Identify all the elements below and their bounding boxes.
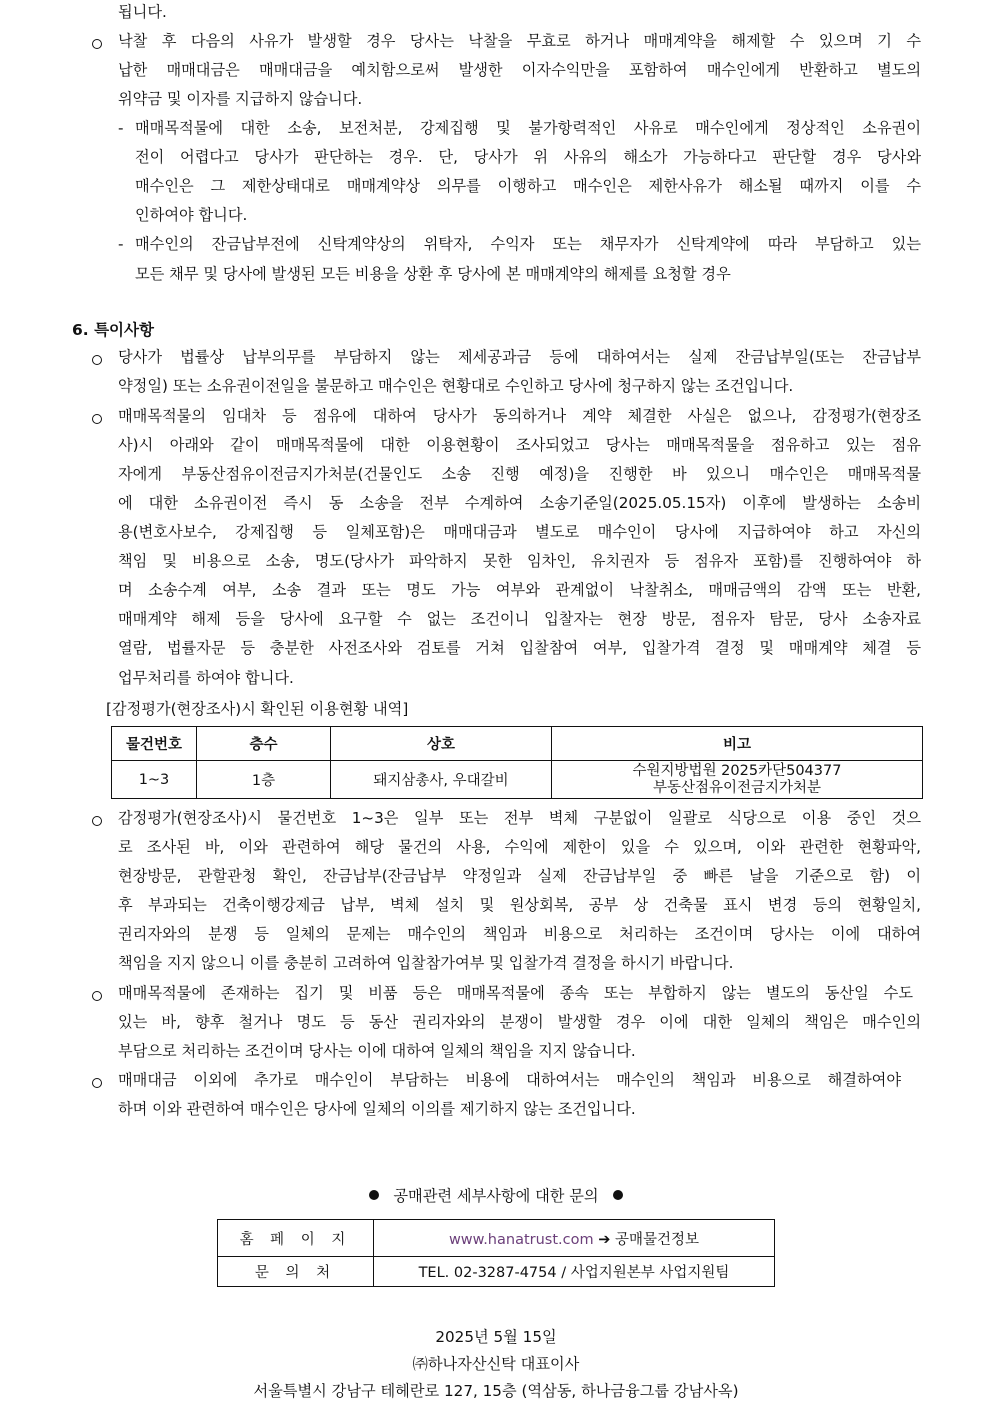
dash-marker: - — [118, 235, 124, 253]
continuation-text: 됩니다. — [118, 3, 167, 21]
table-header-cell: 물건번호 — [112, 727, 197, 761]
footer-address: 서울특별시 강남구 테헤란로 127, 15층 (역삼동, 하나금융그룹 강남사옥) — [253, 1382, 739, 1400]
table-cell — [552, 761, 923, 799]
contact-table — [217, 1219, 775, 1287]
sub-item-line: 인하여야 합니다. — [135, 206, 248, 224]
paragraph-line: 며 소송수계 여부, 소송 결과 또는 명도 가능 여부와 관계없이 낙찰취소, 매매금액의 감액 또는 반환, — [118, 581, 921, 599]
table-cell: 돼지삼총사, 우대갈비 — [331, 761, 552, 799]
note-line: 수원지방법원 2025카단504377 — [632, 762, 842, 779]
arrow-right-icon: ➔ — [598, 1231, 611, 1248]
sub-item-line: 매수인의 잔금납부전에 신탁계약상의 위탁자, 수익자 또는 채무자가 신탁계약에 따라 부담하고 있는 — [135, 235, 921, 253]
paragraph-line: 에 대한 소유권이전 즉시 동 소송을 전부 수계하여 소송기준일(2025.05.15자) 이후에 발생하는 소송비 — [118, 494, 921, 512]
paragraph-line: 업무처리를 하여야 합니다. — [118, 669, 294, 687]
paragraph-line: 부담으로 처리하는 조건이며 당사는 이에 대하여 일체의 책임을 지지 않습니다. — [118, 1042, 636, 1060]
footer-date: 2025년 5월 15일 — [435, 1328, 557, 1346]
sub-item-line: 모든 채무 및 당사에 발생된 모든 비용을 상환 후 당사에 본 매매계약의 해제를 요청할 경우 — [135, 265, 731, 283]
contact-row-inquiry — [218, 1257, 775, 1287]
table-row — [112, 761, 923, 799]
table-caption: [감정평가(현장조사)시 확인된 이용현황 내역] — [106, 700, 409, 718]
paragraph-line: 위약금 및 이자를 지급하지 않습니다. — [118, 90, 363, 108]
bullet-icon — [90, 35, 104, 49]
homepage-cell — [374, 1220, 775, 1257]
sub-item-line: 매매목적물에 대한 소송, 보전처분, 강제집행 및 불가항력적인 사유로 매수인에게 정상적인 소유권이 — [135, 119, 921, 137]
paragraph-line: 현장방문, 관할관청 확인, 잔금납부(잔금납부 약정일과 실제 잔금납부일 중 빠른 날을 기준으로 함) 이 — [118, 867, 921, 885]
table-header-cell: 상호 — [331, 727, 552, 761]
inquiry-value: TEL. 02-3287-4754 / 사업지원본부 사업지원팀 — [374, 1257, 775, 1287]
bullet-icon — [90, 812, 104, 826]
table-header-cell: 층수 — [197, 727, 331, 761]
paragraph-line: 매매목적물에 존재하는 집기 및 비품 등은 매매목적물에 종속 또는 부합하지 않는 별도의 동산일 수도 — [118, 984, 913, 1002]
homepage-link[interactable]: www.hanatrust.com — [448, 1231, 594, 1248]
paragraph-line: 자에게 부동산점유이전금지가처분(건물인도 소송 진행 예정)을 진행한 바 있으니 매수인은 매매목적물 — [118, 465, 921, 483]
paragraph-line: 권리자와의 분쟁 등 일체의 문제는 매수인의 책임과 비용으로 처리하는 조건이며 당사는 이에 대하여 — [118, 925, 921, 943]
paragraph-line: 낙찰 후 다음의 사유가 발생할 경우 당사는 낙찰을 무효로 하거나 매매계약을 해제할 수 있으며 기 수 — [118, 32, 921, 50]
table-header-cell: 비고 — [552, 727, 923, 761]
bullet-icon — [90, 987, 104, 1001]
paragraph-line: 후 부과되는 건축이행강제금 납부, 벽체 설치 및 원상회복, 공부 상 건축물 표시 변경 등의 현황일치, — [118, 896, 921, 914]
section-heading: 6. 특이사항 — [72, 321, 154, 339]
paragraph-line: 납한 매매대금은 매매대금을 예치함으로써 발생한 이자수익만을 포함하여 매수인에게 반환하고 별도의 — [118, 61, 921, 79]
paragraph-line: 열람, 법률자문 등 충분한 사전조사와 검토를 거쳐 입찰참여 여부, 입찰가격 결정 및 매매계약 체결 등 — [118, 639, 921, 657]
contact-title: 공매관련 세부사항에 대한 문의 — [393, 1187, 599, 1205]
homepage-label: 홈 페 이 지 — [218, 1220, 374, 1257]
bullet-icon — [90, 410, 104, 424]
paragraph-line: 용(변호사보수, 강제집행 등 일체포함)은 매매대금과 별도로 매수인이 당사에 지급하여야 하고 자신의 — [118, 523, 921, 541]
paragraph-line: 매매대금 이외에 추가로 매수인이 부담하는 비용에 대하여서는 매수인의 책임과 비용으로 해결하여야 — [118, 1071, 901, 1089]
contact-row-homepage — [218, 1220, 775, 1257]
usage-status-table — [111, 726, 923, 799]
bullet-icon — [90, 351, 104, 365]
paragraph-line: 하며 이와 관련하여 매수인은 당사에 일체의 이의를 제기하지 않는 조건입니다. — [118, 1100, 636, 1118]
sub-item-line: 매수인은 그 제한상태대로 매매계약상 의무를 이행하고 매수인은 제한사유가 해소될 때까지 이를 수 — [135, 177, 921, 195]
paragraph-line: 매매목적물의 임대차 등 점유에 대하여 당사가 동의하거나 계약 체결한 사실은 없으나, 감정평가(현장조 — [118, 407, 921, 425]
note-line: 부동산점유이전금지가처분 — [652, 779, 822, 796]
bullet-icon — [90, 1074, 104, 1088]
paragraph-line: 로 조사된 바, 이와 관련하여 해당 물건의 사용, 수익에 제한이 있을 수 있으며, 이와 관련한 현황파악, — [118, 838, 921, 856]
dash-marker: - — [118, 119, 124, 137]
table-header-row — [112, 727, 923, 761]
bullet-dot-icon — [613, 1190, 623, 1200]
bullet-dot-icon — [369, 1190, 379, 1200]
paragraph-line: 약정일) 또는 소유권이전일을 불문하고 매수인은 현황대로 수인하고 당사에 청구하지 않는 조건입니다. — [118, 377, 794, 395]
paragraph-line: 사)시 아래와 같이 매매목적물에 대한 이용현황이 조사되었고 당사는 매매목적물을 점유하고 있는 점유 — [118, 436, 921, 454]
paragraph-line: 당사가 법률상 납부의무를 부담하지 않는 제세공과금 등에 대하여서는 실제 잔금납부일(또는 잔금납부 — [118, 348, 921, 366]
paragraph-line: 매매계약 해제 등을 당사에 요구할 수 없는 조건이니 입찰자는 현장 방문, 점유자 탐문, 당사 소송자료 — [118, 610, 921, 628]
contact-title-row — [0, 1185, 992, 1207]
paragraph-line: 감정평가(현장조사)시 물건번호 1~3은 일부 또는 전부 벽체 구분없이 일괄로 식당으로 이용 중인 것으 — [118, 809, 921, 827]
paragraph-line: 책임 및 비용으로 소송, 명도(당사가 파악하지 못한 임차인, 유치권자 등 점유자 포함)를 진행하여야 하 — [118, 552, 921, 570]
paragraph-line: 책임을 지지 않으니 이를 충분히 고려하여 입찰참가여부 및 입찰가격 결정을 하시기 바랍니다. — [118, 954, 734, 972]
table-cell: 1~3 — [112, 761, 197, 799]
inquiry-label: 문 의 처 — [218, 1257, 374, 1287]
footer-company: ㈜하나자산신탁 대표이사 — [412, 1355, 580, 1373]
paragraph-line: 있는 바, 향후 철거나 명도 등 동산 권리자와의 분쟁이 발생할 경우 이에 대한 일체의 책임은 매수인의 — [118, 1013, 921, 1031]
homepage-destination: 공매물건정보 — [615, 1231, 700, 1248]
sub-item-line: 전이 어렵다고 당사가 판단하는 경우. 단, 당사가 위 사유의 해소가 가능하다고 판단할 경우 당사와 — [135, 148, 921, 166]
table-cell: 1층 — [197, 761, 331, 799]
